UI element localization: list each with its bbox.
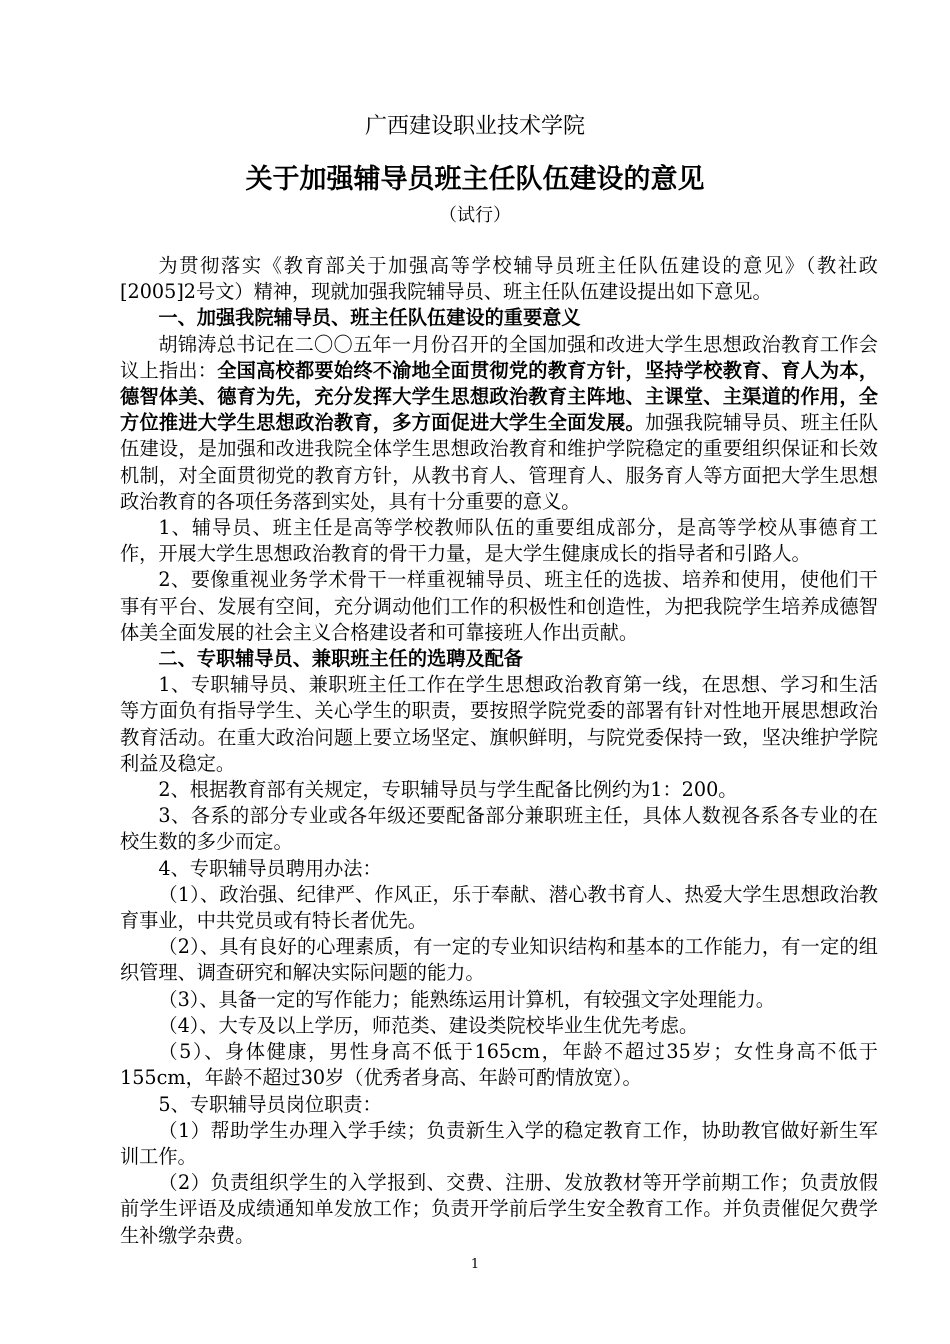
section-heading-2: 二、专职辅导员、兼职班主任的选聘及配备 — [158, 647, 523, 671]
emphasized-quote: 全国高校都要始终不渝地全面贯彻党的教育方针，坚持学校教育、育人为本，德智体美、德育为先，充分发挥大学生思想政治教育主阵地、主课堂、主渠道的作用，全方位推进大学生思想政治教育，多方面促进大学生全面发展。 — [120, 358, 879, 435]
section1-item-2: 2、要像重视业务学术骨干一样重视辅导员、班主任的选拔、培养和使用，使他们干事有平台、发展有空间，充分调动他们工作的积极性和创造性，为把我院学生培养成德智体美全面发展的社会主义合格建设者和可靠接班人作出贡献。 — [120, 568, 878, 644]
document-subtitle: （试行） — [439, 205, 511, 226]
section1-paragraph — [120, 332, 878, 515]
paragraph-lead: 胡锦涛总书记在二〇〇五年一月份召开的全国加强和改进大学生思想政治教育工作会议上指出： — [120, 332, 878, 382]
section2-item-5: 5、专职辅导员岗位职责： — [158, 1092, 382, 1116]
section-heading-1: 一、加强我院辅导员、班主任队伍建设的重要意义 — [158, 306, 581, 330]
document-title: 关于加强辅导员班主任队伍建设的意见 — [245, 164, 705, 195]
page-number: 1 — [470, 1257, 480, 1272]
section2-item-4-3: （3）、具备一定的写作能力；能熟练运用计算机，有较强文字处理能力。 — [158, 987, 775, 1011]
section2-item-5-2: （2）负责组织学生的入学报到、交费、注册、发放教材等开学前期工作；负责放假前学生评语及成绩通知单发放工作；负责开学前后学生安全教育工作。并负责催促欠费学生补缴学杂费。 — [120, 1171, 878, 1247]
intro-paragraph: 为贯彻落实《教育部关于加强高等学校辅导员班主任队伍建设的意见》（教社政[2005]2号文）精神，现就加强我院辅导员、班主任队伍建设提出如下意见。 — [120, 254, 878, 304]
paragraph-tail: 加强我院辅导员、班主任队伍建设，是加强和改进我院全体学生思想政治教育和维护学院稳定的重要组织保证和长效机制，对全面贯彻党的教育方针，从教书育人、管理育人、服务育人等方面把大学生思想政治教育的各项任务落到实处，具有十分重要的意义。 — [120, 411, 879, 513]
institution-name: 广西建设职业技术学院 — [364, 114, 585, 139]
section2-item-4-2: （2）、具有良好的心理素质，有一定的专业知识结构和基本的工作能力，有一定的组织管理、调查研究和解决实际问题的能力。 — [120, 935, 878, 985]
document-body — [120, 253, 878, 1249]
section2-item-4-4: （4）、大专及以上学历，师范类、建设类院校毕业生优先考虑。 — [158, 1013, 699, 1037]
section2-item-4-1: （1）、政治强、纪律严、作风正，乐于奉献、潜心教书育人、热爱大学生思想政治教育事业，中共党员或有特长者优先。 — [120, 882, 878, 933]
section1-item-1: 1、辅导员、班主任是高等学校教师队伍的重要组成部分，是高等学校从事德育工作，开展大学生思想政治教育的骨干力量，是大学生健康成长的指导者和引路人。 — [120, 516, 878, 566]
section2-item-4-5: （5）、身体健康，男性身高不低于165cm，年龄不超过35岁；女性身高不低于155cm，年龄不超过30岁（优秀者身高、年龄可酌情放宽）。 — [120, 1040, 878, 1090]
section2-item-1: 1、专职辅导员、兼职班主任工作在学生思想政治教育第一线，在思想、学习和生活等方面负有指导学生、关心学生的职责，要按照学院党委的部署有针对性地开展思想政治教育活动。在重大政治问题上要立场坚定、旗帜鲜明，与院党委保持一致，坚决维护学院利益及稳定。 — [120, 673, 878, 775]
section2-item-4: 4、专职辅导员聘用办法： — [158, 856, 382, 880]
section2-item-3: 3、各系的部分专业或各年级还要配备部分兼职班主任，具体人数视各系各专业的在校生数的多少而定。 — [120, 804, 878, 854]
section2-item-2: 2、根据教育部有关规定，专职辅导员与学生配备比例约为1：200。 — [158, 778, 738, 802]
section2-item-5-1: （1）帮助学生办理入学手续；负责新生入学的稳定教育工作，协助教官做好新生军训工作。 — [120, 1118, 878, 1168]
